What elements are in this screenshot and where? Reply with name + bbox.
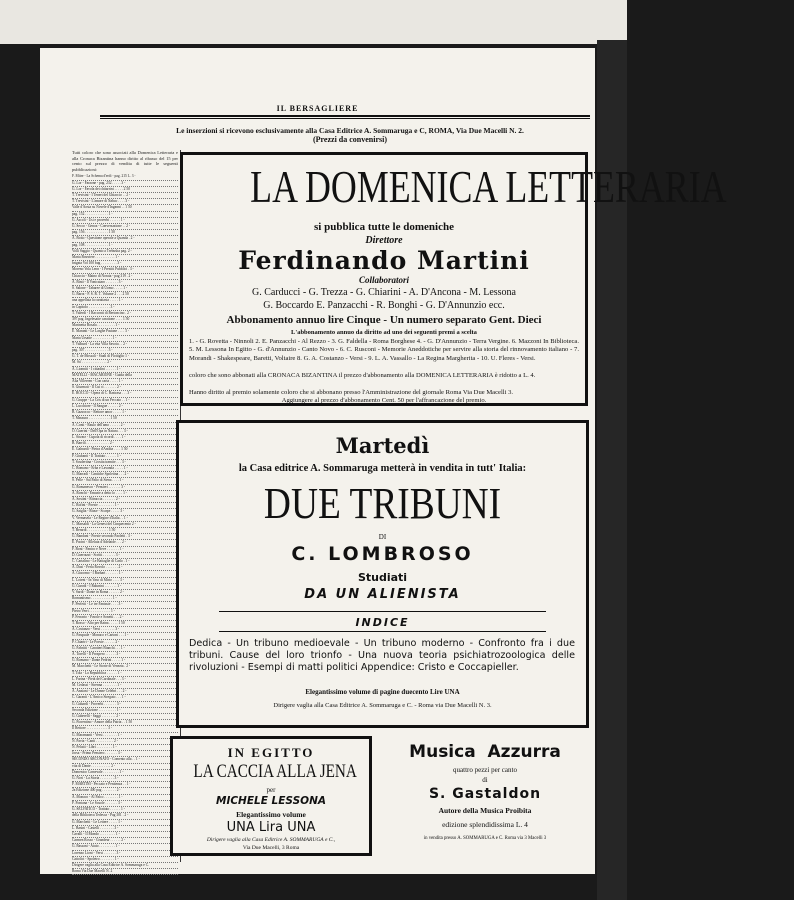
catalog-line: Volli Saggio - Quanto a Trebusba pag. 2 - bbox=[72, 249, 178, 255]
musica-author: S. Gastaldon bbox=[428, 786, 542, 802]
musica-author-note: Autore della Musica Proibita bbox=[438, 806, 532, 815]
catalog-line: S. Giurmati - Il Cui ci . . . . . . . 2 - bbox=[72, 385, 178, 391]
musica-di: di bbox=[482, 776, 488, 784]
catalog-line: G. Romanesco - Pensieri . . . . . . . 3 - bbox=[72, 485, 178, 491]
catalog-list bbox=[72, 174, 178, 875]
catalog-line: G. Nori - La Storia . . . . . . . . 3 - bbox=[72, 776, 178, 782]
catalog-line: A. Conti - Raulo dell'amo . . . . . . 2 - bbox=[72, 423, 178, 429]
catalog-line: Dirigere vaglia alla Casa Editrice A. Sommaruga e C. bbox=[72, 863, 178, 869]
catalog-line: N. Pelatti - Libri . . . . . . . . . 1 - bbox=[72, 745, 178, 751]
catalog-line: F. Fontana - Le Scuole . . . . . . . 3 - bbox=[72, 801, 178, 807]
catalog-line: B. Barrili . . . . . . . . . . . . . 2 - bbox=[72, 441, 178, 447]
catalog-line: A. Lionniti - I cittadini . . . . . . 1 - bbox=[72, 367, 178, 373]
catalog-line: B. Gazzocco - Rettore amor . . . . . 1 - bbox=[72, 410, 178, 416]
catalog-line: L. Lucchiore - Il Sangue . . . . . . 2 - bbox=[72, 404, 178, 410]
catalog-intro: Tutti coloro che sono associati alla Domenica Letteraria e alla Cronaca Bizantina hanno diritto al ribasso del 15 per cento sul prezzo di vendita di tutte le seguenti pubblicazioni: bbox=[72, 150, 178, 172]
catalog-line: A. Sostini - Ritraccia . . . . . . . 2 - bbox=[72, 497, 178, 503]
catalog-line: A. Monaco - Al Palco . . . . . . . . 1 - bbox=[72, 795, 178, 801]
catalog-line: D. Guerrazzi - Scritti . . . . . . . 3 - bbox=[72, 553, 178, 559]
premium-condition: Hanno diritto al premio solamente coloro che si abbonano presso l'Amministrazione del giornale Roma Via Due Macelli 3. bbox=[189, 389, 514, 396]
catalog-line: Roma Via Due Macelli N. 2 bbox=[72, 869, 178, 875]
catalog-line: V. Vermasela - Le Regine d'Italia . . 1 - bbox=[72, 516, 178, 522]
catalog-line: T. Scudertina - Crosita tramite . . . 3 - bbox=[72, 460, 178, 466]
egitto-price: UNA Lira UNA bbox=[226, 820, 316, 835]
catalog-line: G. Secco - Genoa - Conversazione . . 2 - bbox=[72, 224, 178, 230]
catalog-line: Moreno Vola Leon - I Prestiti Pubblici . 3 - bbox=[72, 267, 178, 273]
tribuni-by: DA UN ALIENISTA bbox=[304, 587, 461, 602]
catalog-line: F. Boni - Panico e Neve . . . . . . . 1 - bbox=[72, 547, 178, 553]
tribuni-title: DUE TRIBUNI bbox=[263, 479, 502, 528]
tribuni-order: Dirigere vaglia alla Casa Editrice A. Sommaruga e C. - Roma via Due Macelli N. 3. bbox=[273, 702, 492, 709]
tribuni-di: DI bbox=[378, 533, 387, 541]
catalog-line: L. Loteni - In Vaso di Mirto . . . . 3 - bbox=[72, 578, 178, 584]
catalog-line: Cattolici - Spoletro . . . . . . . . 1 - bbox=[72, 857, 178, 863]
musica-sale: in vendita presso A. SOMMARUGA e C. Roma via 3 Macelli 3 bbox=[423, 836, 547, 841]
domenica-letteraria-ad bbox=[180, 152, 727, 406]
catalog-line: G. Romano - Dante Pedrini . . . . . 1 - bbox=[72, 658, 178, 664]
domenica-subtitle: si pubblica tutte le domeniche bbox=[314, 221, 454, 233]
tribuni-author: C. LOMBROSO bbox=[291, 543, 474, 565]
catalog-line: P. Ferrario - Favole e Sonetti . . . 2 - bbox=[72, 615, 178, 621]
musica-edition: edizione splendidissima L. 4 bbox=[442, 820, 528, 829]
catalog-line: C. Marsaldi - La Genesi del Cinquecento 2 - bbox=[72, 522, 178, 528]
catalog-line: G. Garodi - I Rabarini . . . . . . . 1 - bbox=[72, 584, 178, 590]
catalog-line: Valle d'Aosta su Novele d'Inganni . . 1 50 bbox=[72, 205, 178, 211]
catalog-line: T. Valerdi - I Racconti di Bertoncino . 2 - bbox=[72, 311, 178, 317]
catalog-line: V. Sardi - Dante in Roma . . . . . . 2 - bbox=[72, 590, 178, 596]
header-rule bbox=[100, 115, 590, 117]
catalog-line: M. Cedassi - Strenna . . . . . . . . 1 - bbox=[72, 683, 178, 689]
catalog-line: 397 pag. Ingelesatte carattone . . . . 1 50 bbox=[72, 317, 178, 323]
catalog-line: T. Trevisini - L'amore di Nabuc . . . . 3 - bbox=[72, 199, 178, 205]
catalog-line: Maria Bouviere . . . . . . . . . . . 1 - bbox=[72, 255, 178, 261]
catalog-line: G. Marchetti - Le Lettere . . . . . 1 - bbox=[72, 820, 178, 826]
egitto-volume: Elegantissimo volume bbox=[236, 810, 306, 819]
collaborators-line-2: G. Boccardo E. Panzacchi - R. Bonghi - G. D'Annunzio ecc. bbox=[263, 300, 505, 311]
tribuni-studied: Studiati bbox=[357, 571, 408, 584]
index-label: INDICE bbox=[355, 616, 410, 629]
index-rule-2 bbox=[219, 631, 546, 632]
catalog-line: E. Galnardi - Pietra d'Antiba . . . . 1 50 bbox=[72, 447, 178, 453]
egitto-subtitle: LA CACCIA ALLA JENA bbox=[193, 761, 357, 782]
index-text: Dedica - Un tribuno medioevale - Un tribuno moderno - Confronto fra i due tribuni. Cause del loro trionfo - Una nuova teoria psichiatrozoologica delle rivoluzioni - Esempi di matti politici Appendice: Cristo e Coccapieller. bbox=[189, 638, 575, 673]
catalog-line: L. Siwarz - Cupola di ricordi . . . . 1 - bbox=[72, 435, 178, 441]
catalog-line: Jorsa - Primo Pensiero . . . . . . . 3 - bbox=[72, 751, 178, 757]
catalog-line: pag. 152 . . . . . . . . . . . . . 1 - bbox=[72, 212, 178, 218]
catalog-line: G. Lor - Faraone - pag. 232 . . . . . 3 - bbox=[72, 181, 178, 187]
collaborators-line-1: G. Carducci - G. Trezza - G. Chiarini - A. D'Ancona - M. Lessona bbox=[252, 287, 516, 298]
catalog-line: A. Torelli - Il Prospero . . . . . . 3 - bbox=[72, 652, 178, 658]
tribuni-volume: Elegantissimo volume di pagine duecento Lire UNA bbox=[305, 688, 460, 696]
catalog-line: T. Trevisini - I Teneri del Ghiaccio . . 2 - bbox=[72, 193, 178, 199]
catalog-line: T. Berardi . . . . . . . . . . . . 1 50 bbox=[72, 528, 178, 534]
catalog-line: Seconda Edizione . . . . . . . . . . 1 - bbox=[72, 708, 178, 714]
premium-note: L'abbonamento annuo da diritto ad uno dei seguenti premi a scelta bbox=[291, 329, 477, 336]
musica-subtitle: quattro pezzi per canto bbox=[453, 766, 517, 774]
premium-postage: Aggiungere al prezzo d'abbonamento Cent. 50 per l'affrancazione del premio. bbox=[281, 397, 487, 404]
catalog-line: F. MARTINI - Peccato e Penitenza . . 1 - bbox=[72, 782, 178, 788]
catalog-line: G. SELVATICO - Trattato . . . . . . 1 - bbox=[72, 807, 178, 813]
catalog-line: G. Pasquale - Monaco e Cartoni . . . 1 - bbox=[72, 633, 178, 639]
catalog-line: pag. 108 . . . . . . . . . . . . . 1 - bbox=[72, 243, 178, 249]
catalog-line: G. Gruppe - La Cris di un Peccato . . 1 - bbox=[72, 398, 178, 404]
scan-background-top bbox=[0, 0, 627, 44]
catalog-line: T. Rosso - Alto per Raina . . . . . 1 50 bbox=[72, 621, 178, 627]
catalog-line: brigata Vol 100 bug . . . . . . . . . 3 - bbox=[72, 261, 178, 267]
newspaper-page bbox=[40, 48, 727, 874]
catalog-line: Romantismo . . . . . . . . . . . . 1 - bbox=[72, 596, 178, 602]
catalog-line: A. Giacomo - I Barbari . . . . . . . 1 - bbox=[72, 571, 178, 577]
catalog-line: C. Romano - Erba e Lavanda . . . . . 1 - bbox=[72, 466, 178, 472]
catalog-line: O. Guerini - Dell'Opa in Natura . . . 3 - bbox=[72, 429, 178, 435]
catalog-line: A. Ronchi - Emozie a detto lo . . . . 1 - bbox=[72, 491, 178, 497]
catalog-line: G. Saiglia - Riuse - Scarpe . . . . . 3 - bbox=[72, 509, 178, 515]
catalog-line: Alta Villeeren - Con carta . . . . . 1 - bbox=[72, 379, 178, 385]
director-label: Direttore bbox=[365, 235, 403, 246]
catalog-line: in Capitolo . . . . . . . . . . . . 3 - bbox=[72, 305, 178, 311]
catalog-line: S. Salone - Tabaree di Uomo . . . . . 1 - bbox=[72, 286, 178, 292]
egitto-per: per bbox=[266, 786, 276, 794]
catalog-line: G. Fabritti - Caratteri Bianchi . . . 1 - bbox=[72, 646, 178, 652]
catalog-line: A. Dusi - Ferla Rovolo . . . . . . . 2 - bbox=[72, 565, 178, 571]
catalog-line: pag. 156 . . . . . . . . . . . . . 1 50 bbox=[72, 230, 178, 236]
catalog-line: G. Gabardi - Proverbi . . . . . . . 3 - bbox=[72, 702, 178, 708]
catalog-line: Il Rettore . . . . . . . . . . . . 3 - bbox=[72, 726, 178, 732]
catalog-line: S. Pelle - Sal Palio di Siena . . . . 1 - bbox=[72, 478, 178, 484]
catalog-line: Cavalli - Il Mondo . . . . . . . . . 1 - bbox=[72, 832, 178, 838]
catalog-line: C. Rofini - Poesie . . . . . . . . . 1 - bbox=[72, 503, 178, 509]
catalog-line: Chiaccia - Maino di Noraia - pag 319 . 2 - bbox=[72, 274, 178, 280]
premium-list: 1. - G. Rovetta - Ninnoli 2. E. Panzacchi - Al Rezzo - 3. G. Faldella - Roma Borghese 4. - G. D'Annunzio - Terra Vergine. 6. Mazzoni In Biblioteca. 5. M. Lessona In Egitto - G. d'Annunzio - Canto Novo - 6. C. Rusconi - Memorie Aneddotiche per servire alla storia del rinnovamento italiano - 7. Morandi - Shakespeare, Baretti, Voltaire 8. G. A. Costanzo - Versi - 9. L. A. Vassallo - La Regina Margherita - 10. U. Fleres - Versi. bbox=[189, 338, 579, 362]
catalog-line: Maria Ursatte . . . . . . . . . . . 1 - bbox=[72, 336, 178, 342]
catalog-line: Carmen Rosso - Grandeur . . . . . . 2 - bbox=[72, 838, 178, 844]
catalog-line: N. Pavia - Canti . . . . . . . . . . 2 - bbox=[72, 739, 178, 745]
catalog-line: F. Mitre - La Schema d'erdi - pag. 215 L. 3 - bbox=[72, 174, 178, 180]
price-notice: (Prezzi da convenirsi) bbox=[312, 135, 388, 144]
catalog-line: della Biblioteca Tedesca - Pag 301 . 2 - bbox=[72, 813, 178, 819]
catalog-line: C. Cartalino - Le Battaglie di Carlo . 1 - bbox=[72, 559, 178, 565]
catalog-line: L. Farina - Pietà del Cardinale . . . 3 - bbox=[72, 677, 178, 683]
catalog-line: MATELLI - MACARIONE - Guida della bbox=[72, 373, 178, 379]
catalog-line: M. Sa' . . . . . . . . . . . . . . 2 - bbox=[72, 360, 178, 366]
catalog-line: E. Maranti - Le Larghe Pastane . . . . 3 - bbox=[72, 329, 178, 335]
catalog-line: P. Chiariri - Le Poesie . . . . . . 2 - bbox=[72, 640, 178, 646]
catalog-line: Pietro Verri . . . . . . . . . . . . 1 - bbox=[72, 609, 178, 615]
catalog-line: A. Binti - Il Vonicaiaro . . . . . . . 3 - bbox=[72, 280, 178, 286]
domenica-title: LA DOMENICA LETTERARIA bbox=[250, 161, 727, 212]
catalog-line: G. Barra - P. S. R. T. Volume 2 . . . 2 50 bbox=[72, 292, 178, 298]
catalog-line: T. Massura . . . . . . . . . . . . 1 50 bbox=[72, 416, 178, 422]
catalog-line: A. Costanzo - Versi . . . . . . . . 3 - bbox=[72, 627, 178, 633]
collaborators-label: Collaboratori bbox=[358, 275, 409, 285]
insertion-notice: Le inserzioni si ricevono esclusivamente alla Casa Editrice A. Sommaruga e C, ROMA, Via Due Macelli N. 2. bbox=[176, 126, 524, 135]
tribuni-intro: la Casa editrice A. Sommaruga metterà in vendita in tutt' Italia: bbox=[238, 463, 527, 474]
catalog-line: pag. 307 . . . . . . . . . . . . . 3 - bbox=[72, 348, 178, 354]
catalog-line: Lorenzo Lioni - Versi . . . . . . . 3 - bbox=[72, 851, 178, 857]
catalog-line: M. Macchetti - Le Storie di Venezia . 2 - bbox=[72, 664, 178, 670]
egitto-order-2: Via Due Macelli, 3 Roma bbox=[242, 845, 300, 851]
header-rule-thin bbox=[100, 118, 590, 119]
musica-title: Musica Azzurra bbox=[409, 742, 561, 762]
subscription-price: Abbonamento annuo lire Cinque - Un numero separato Gent. Dieci bbox=[226, 314, 542, 326]
catalog-line: vita di Dante . . . . . . . . . . . 2 - bbox=[72, 764, 178, 770]
catalog-line: L. Basini - Castelli . . . . . . . . 3 - bbox=[72, 826, 178, 832]
catalog-line: G. Bassani - Aiuto . . . . . . . . . 1 - bbox=[72, 844, 178, 850]
due-tribuni-ad bbox=[176, 420, 589, 728]
index-rule bbox=[219, 611, 546, 612]
catalog-line: E. Pacini - Alleluia d'Adelaide . . . 2 - bbox=[72, 540, 178, 546]
catalog-line: G. T. de Mossali - Studi di Flottiglio 1 - bbox=[72, 354, 178, 360]
catalog-line: Domenico Carnevale . . . . . . . . . 1 - bbox=[72, 770, 178, 776]
premium-reduction: coloro che sono abbonati alla CRONACA BIZANTINA il prezzo d'abbonamento alla DOMENICA LETTERARIA è ridotto a L. 4. bbox=[189, 372, 536, 379]
catalog-line: T. Valburd - La vita Villa Savoia . . 2 - bbox=[72, 342, 178, 348]
catalog-line: G. Maramanti - Versi . . . . . . . . 1 - bbox=[72, 733, 178, 739]
egitto-order-1: Dirigere vaglia alla Casa Editrice A. SOMMARUGA e C., bbox=[206, 837, 336, 843]
catalog-line: Marinetta Bosala . . . . . . . . . . 1 - bbox=[72, 323, 178, 329]
catalog-line: A. Boito - Questione operale a Quanda . 2 - bbox=[72, 236, 178, 242]
catalog-line: SECONDO ARCONATO - Comento alla . . 1 - bbox=[72, 757, 178, 763]
catalog-line: G. Ascoli - Usi e proverbi . . . . . . 1 - bbox=[72, 218, 178, 224]
catalog-line: G. Fiorentino - Amore della Patria . . 1 50 bbox=[72, 720, 178, 726]
catalog-line: G. Lor - Favola dei chitarrini . . . . . 2 50 bbox=[72, 187, 178, 193]
catalog-line: una appellata la carattasta . . . . . 1 - bbox=[72, 298, 178, 304]
catalog-line: F. Perfetti - Le tre Fantasie . . . . 3 - bbox=[72, 602, 178, 608]
catalog-line: A. Anziani - Le Donne Celebri . . . 2 - bbox=[72, 689, 178, 695]
egitto-title: IN EGITTO bbox=[227, 745, 315, 760]
left-column-catalog bbox=[72, 150, 178, 874]
in-egitto-ad bbox=[170, 736, 372, 856]
catalog-line: G. Bandani - Poesie secondo Paoletti . 3 - bbox=[72, 534, 178, 540]
catalog-line: G. Marradi - Cantiche Spoletina . . . 2 - bbox=[72, 472, 178, 478]
catalog-line: C. Garanti - L'Amico Stregato . . . 1 - bbox=[72, 695, 178, 701]
masthead-title: IL BERSAGLIERE bbox=[276, 104, 359, 113]
musica-azzurra-ad bbox=[380, 736, 590, 854]
catalog-line: E. ROCCO - Opera di C. Bastrasa . . . 3 - bbox=[72, 391, 178, 397]
catalog-line: T. Tola - La Repubblica . . . . . . 1 - bbox=[72, 671, 178, 677]
director-name: Ferdinando Martini bbox=[238, 246, 530, 275]
catalog-line: G. Gaberelli - Saggi . . . . . . . . 2 - bbox=[72, 714, 178, 720]
egitto-author: MICHELE LESSONA bbox=[216, 795, 326, 807]
catalog-line: F. Giubanti - Il Trattato . . . . . . 1 - bbox=[72, 454, 178, 460]
martedi-heading: Martedì bbox=[335, 433, 430, 458]
catalog-line: 2a Edizione 400 pag . . . . . . . . 2 - bbox=[72, 788, 178, 794]
